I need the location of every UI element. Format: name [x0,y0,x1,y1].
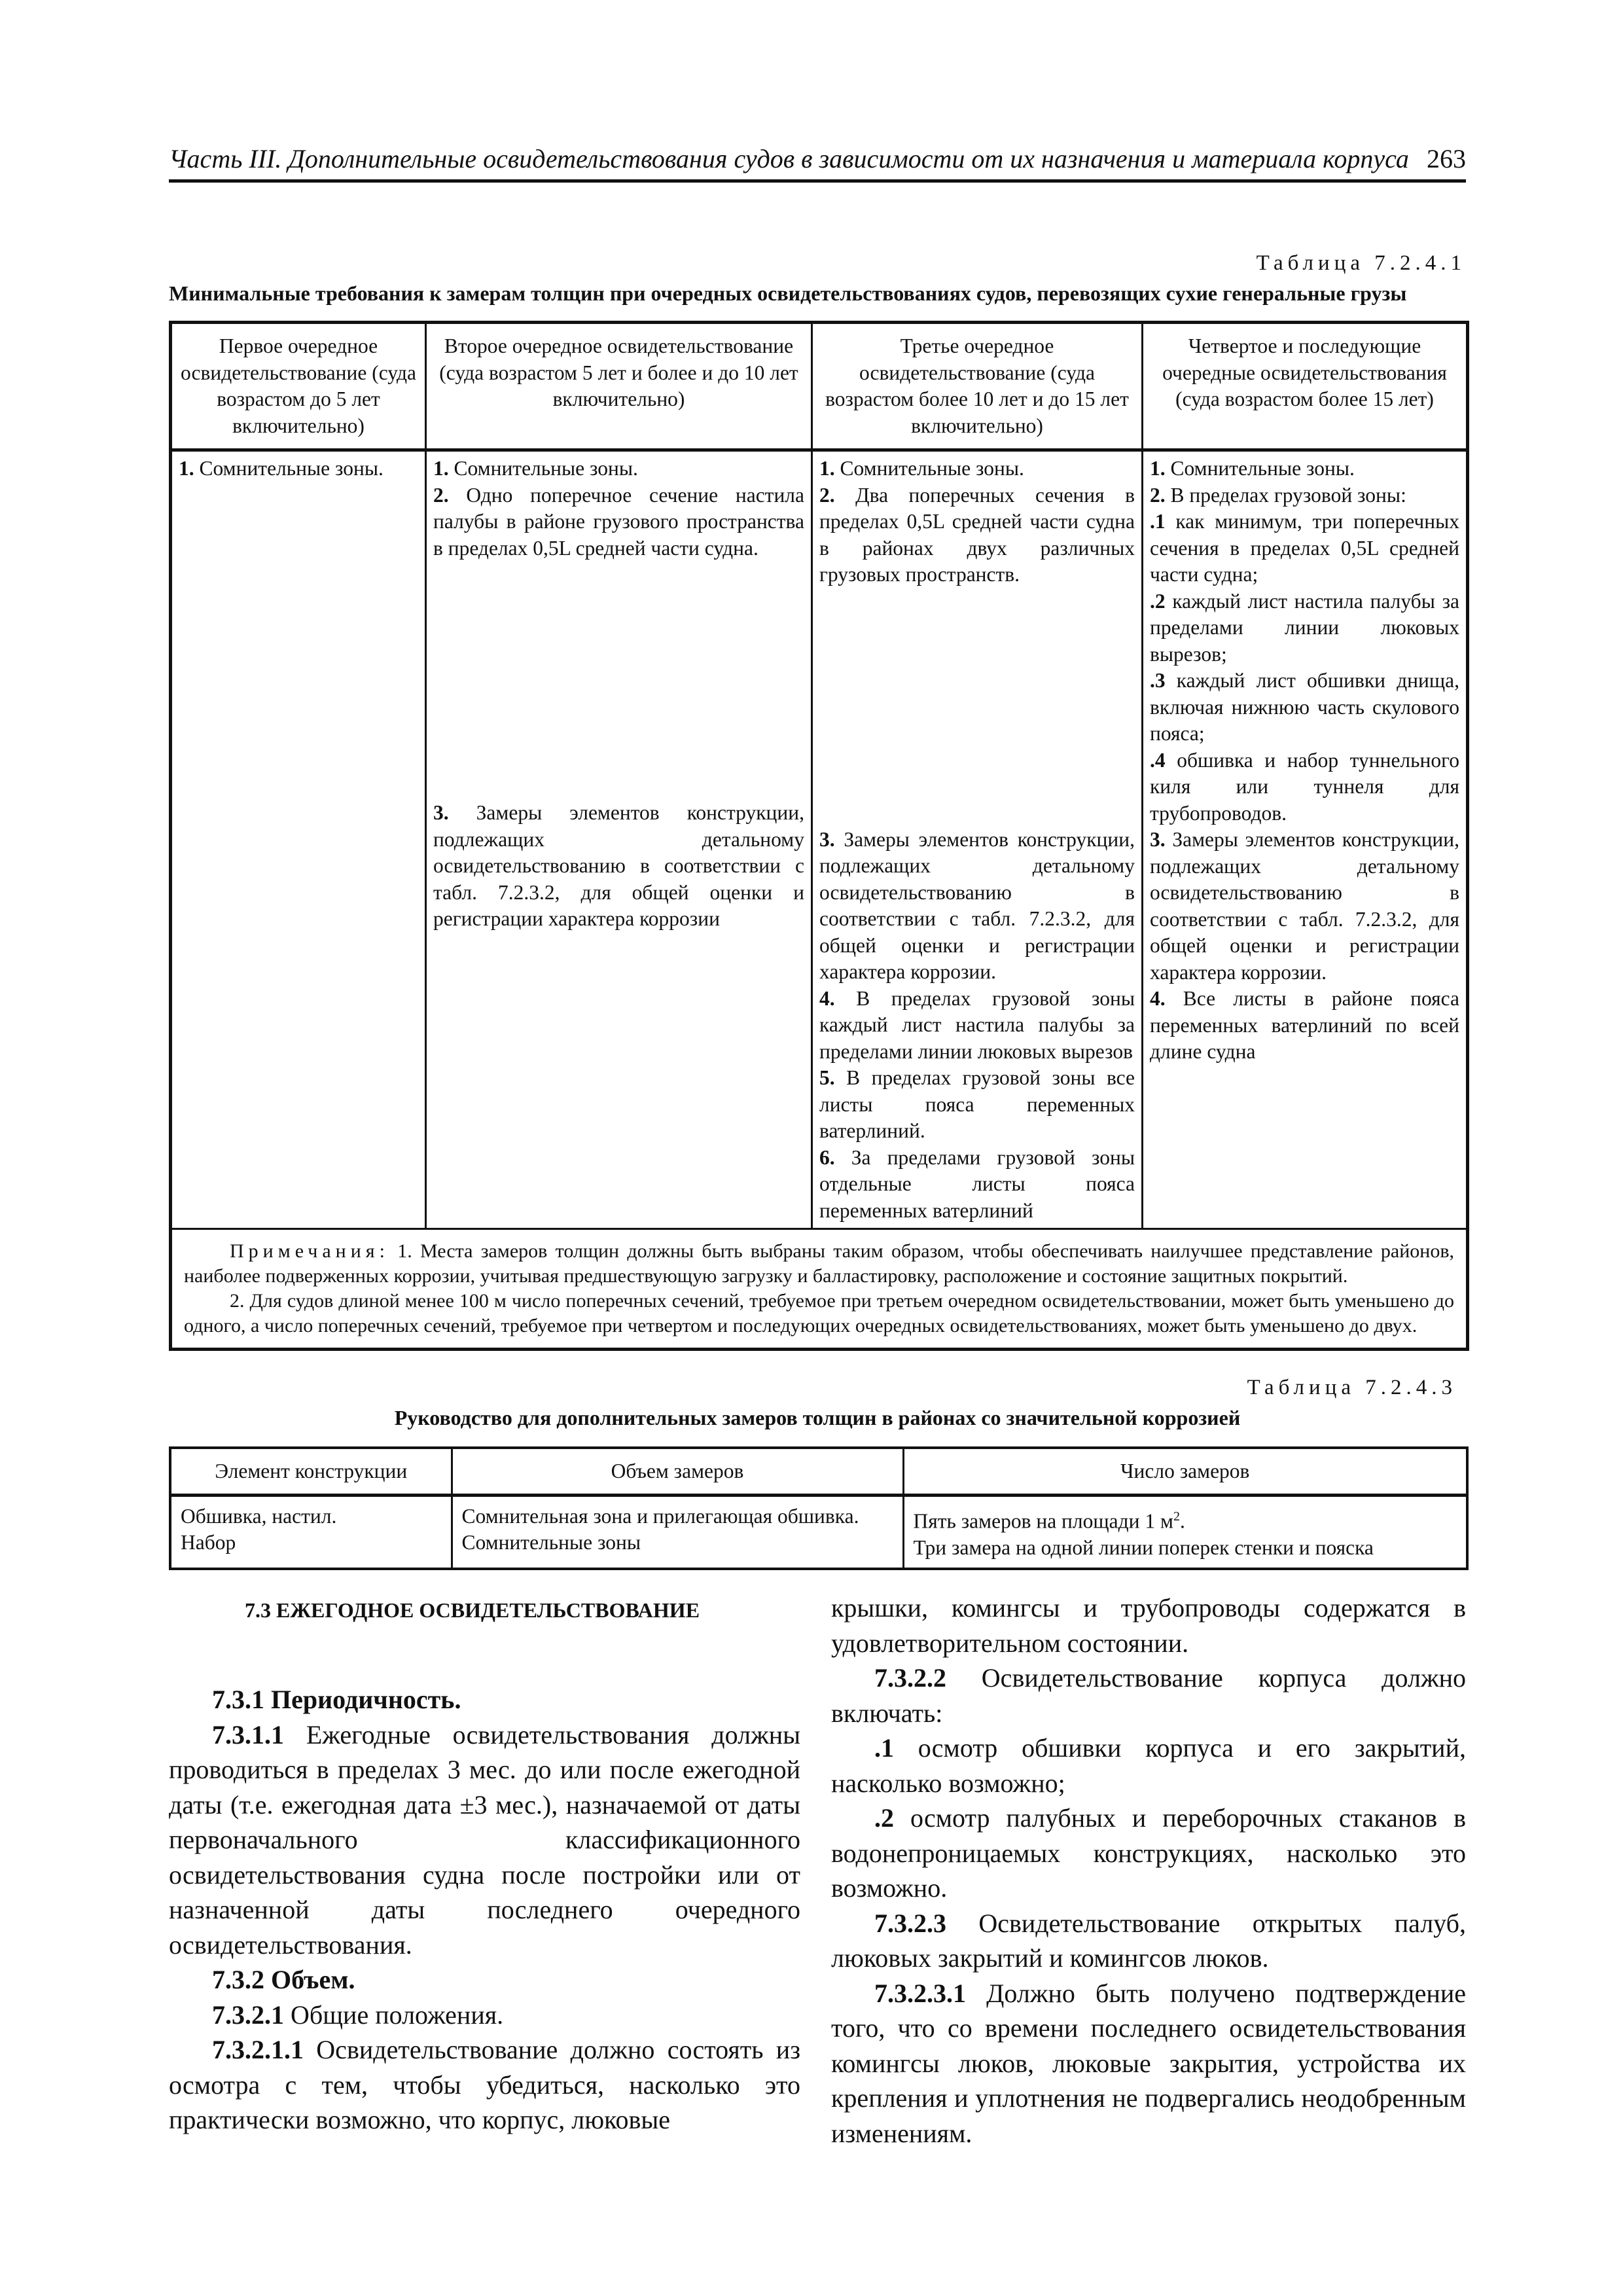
running-header [169,136,1466,183]
table-7-2-4-3 [169,1446,1469,1570]
table1-cell-first-survey: 1. Сомнительные зоны. [171,450,426,1229]
para-continuation: крышки, комингсы и трубопроводы содержатся в удовлетворительном состоянии. [831,1593,1466,1658]
para-7-3-2-3-1: 7.3.2.3.1 Должно быть получено подтверждение того, что со времени последнего освидетельствования комингсы люков, люковые закрытия, устройства их крепления и уплотнения не подвергались неодобренным изменениям. [831,1978,1466,2148]
table1-cell-second-survey: 1. Сомнительные зоны. 2. Одно поперечное сечение настила палубы в районе грузового пространства в пределах 0,5L средней части судна. 3. Замеры элементов конструкции, подлежащих детальному освидетельствованию в соответствии с табл. 7.2.3.2, для общей оценки и регистрации характера коррозии [426,450,812,1229]
table2-cell-element: Обшивка, настил. Набор [170,1496,452,1569]
header-title: Часть III. Дополнительные освидетельствования судов в зависимости от их назначения и материала корпуса [169,144,1409,173]
page-number: 263 [1427,144,1466,173]
table1-header-col3: Третье очередное освидетельствование (суда возрастом более 10 лет и до 15 лет включительно) [812,323,1143,450]
table1-header-col1: Первое очередное освидетельствование (суда возрастом до 5 лет включительно) [171,323,426,450]
table1-header-col2: Второе очередное освидетельствование (суда возрастом 5 лет и более и до 10 лет включительно) [426,323,812,450]
para-7-3-2-1-1: 7.3.2.1.1 Освидетельствование должно состоять из осмотра с тем, чтобы убедиться, насколько это практически возможно, что корпус, люковые [169,2035,801,2134]
note-1: 1. Места замеров толщин должны быть выбраны таким образом, чтобы обеспечивать наилучшее представление районов, наиболее подверженных коррозии, учитывая предшествующую загрузку и балластировку, расположение и состояние защитных покрытий. [184,1240,1454,1287]
item-1: .1 осмотр обшивки корпуса и его закрытий, насколько возможно; [831,1733,1466,1798]
item-2: .2 осмотр палубных и переборочных стаканов в водонепроницаемых конструкциях, насколько это возможно. [831,1803,1467,1903]
note-2: 2. Для судов длиной менее 100 м число поперечных сечений, требуемое при третьем очередном освидетельствовании, может быть уменьшено до одного, а число поперечных сечений, требуемое при четвертом и последующих очередных освидетельствованиях, может быть уменьшено до двух. [184,1290,1454,1336]
left-column [169,1597,800,2138]
table2-header-scope: Объем замеров [452,1448,903,1496]
section-7-3-heading: 7.3 ЕЖЕГОДНОЕ ОСВИДЕТЕЛЬСТВОВАНИЕ [245,1598,700,1622]
section-7-3-2-heading: 7.3.2 Объем. [212,1965,355,1994]
table1-cell-fourth-survey: 1. Сомнительные зоны. 2. В пределах грузовой зоны: .1 как минимум, три поперечных сечения в пределах 0,5L средней части судна; .2 каждый лист настила палубы за пределами линии люковых вырезов; .3 каждый лист обшивки днища, включая нижнюю часть скулового пояса; .4 обшивка и набор туннельного киля или туннеля для трубопроводов. 3. Замеры элементов конструкции, подлежащих детальному освидетельствованию в соответствии с табл. 7.2.3.2, для общей оценки и регистрации характера коррозии. 4. Все листы в районе пояса переменных ватерлиний по всей длине судна [1143,450,1468,1229]
table2-cell-scope: Сомнительная зона и прилегающая обшивка. Сомнительные зоны [452,1496,903,1569]
table1-header-col4: Четвертое и последующие очередные освидетельствования (суда возрастом более 15 лет) [1143,323,1468,450]
table-7-2-4-1 [169,321,1469,1351]
table2-cell-count: Пять замеров на площади 1 $м^2$. Три замера на одной линии поперек стенки и пояска [903,1496,1467,1569]
table1-title: Минимальные требования к замерам толщин при очередных освидетельствованиях судов, перевозящих сухие генеральные грузы [169,281,1407,305]
notes-label: Примечания: [230,1240,389,1262]
table2-header-element: Элемент конструкции [170,1448,452,1496]
section-7-3-1-heading: 7.3.1 Периодичность. [212,1685,461,1714]
para-7-3-2-3: 7.3.2.3 Освидетельствование открытых палуб, люковых закрытий и комингсов люков. [831,1908,1466,1973]
table2-header-count: Число замеров [903,1448,1467,1496]
para-7-3-2-2: 7.3.2.2 Освидетельствование корпуса должно включать: [831,1663,1467,1728]
table1-notes [171,1229,1468,1350]
table2-title: Руководство для дополнительных замеров толщин в районах со значительной коррозией [394,1406,1241,1429]
table1-caption: Таблица 7.2.4.1 [1256,251,1466,275]
table2-caption: Таблица 7.2.4.3 [1247,1376,1457,1399]
table1-cell-third-survey: 1. Сомнительные зоны. 2. Два поперечных сечения в пределах 0,5L средней части судна в районах двух различных грузовых пространств. 3. Замеры элементов конструкции, подлежащих детальному освидетельствованию в соответствии с табл. 7.2.3.2, для общей оценки и регистрации характера коррозии. 4. В пределах грузовой зоны каждый лист настила палубы за пределами линии люковых вырезов 5. В пределах грузовой зоны все листы пояса переменных ватерлиний. 6. За пределами грузовой зоны отдельные листы пояса переменных ватерлиний [812,450,1143,1229]
para-7-3-2-1: 7.3.2.1 Общие положения. [212,2000,504,2030]
para-7-3-1-1: 7.3.1.1 Ежегодные освидетельствования должны проводиться в пределах 3 мес. до или после ежегодной даты (т.е. ежегодная дата ±3 мес.), назначаемой от даты первоначального классификационного освидетельствования судна после постройки или от назначенной даты последнего очередного освидетельствования. [169,1719,801,1960]
right-column [831,1590,1466,2151]
